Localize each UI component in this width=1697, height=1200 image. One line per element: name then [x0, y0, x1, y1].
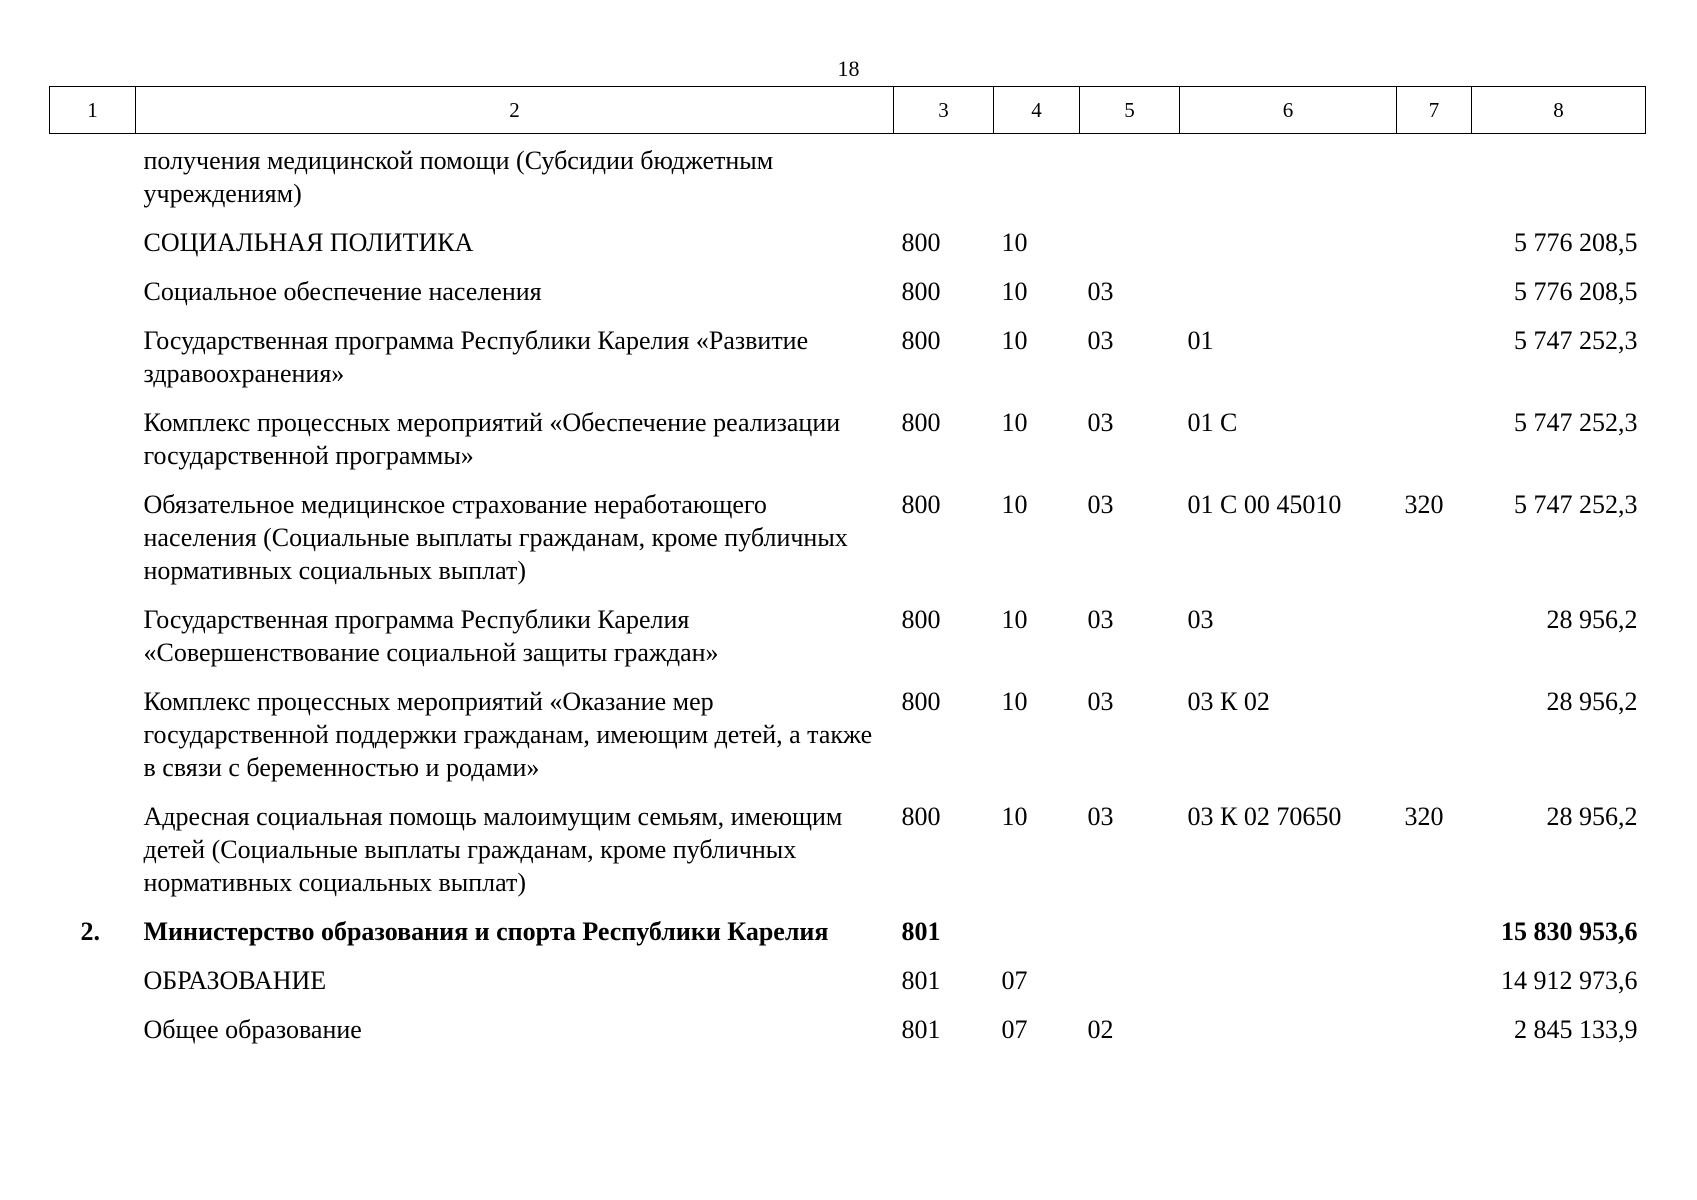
row-col-6: 01 С	[1187, 408, 1238, 437]
row-col-4: 10	[1001, 687, 1028, 716]
table-row	[50, 226, 1646, 275]
row-col-7	[1397, 1013, 1472, 1062]
row-col-5: 03	[1087, 277, 1114, 306]
row-col-5: 03	[1087, 326, 1114, 355]
row-amount: 5 747 252,3	[1514, 408, 1638, 437]
column-header-7: 7	[1397, 87, 1472, 134]
row-amount: 28 956,2	[1546, 605, 1638, 634]
row-col-5	[1080, 915, 1180, 964]
row-col-4	[994, 134, 1080, 227]
row-col-6: 03 К 02 70650	[1187, 802, 1342, 831]
row-col-6	[1180, 226, 1397, 275]
row-amount: 2 845 133,9	[1514, 1015, 1638, 1044]
table-row	[50, 134, 1646, 227]
table-row	[50, 324, 1646, 406]
row-number	[50, 134, 136, 227]
row-col-7	[1397, 603, 1472, 685]
row-col-6	[1180, 964, 1397, 1013]
row-number	[50, 800, 136, 915]
column-header-1: 1	[50, 87, 136, 134]
table-row	[50, 1013, 1646, 1062]
row-number	[50, 488, 136, 603]
row-col-7	[1397, 685, 1472, 800]
table-row	[50, 964, 1646, 1013]
table-row	[50, 488, 1646, 603]
table-row	[50, 800, 1646, 915]
row-name: ОБРАЗОВАНИЕ	[143, 966, 327, 995]
row-col-7	[1397, 134, 1472, 227]
row-col-5: 03	[1087, 802, 1114, 831]
row-col-3: 800	[901, 802, 941, 831]
row-col-3: 800	[901, 490, 941, 519]
row-col-3: 800	[901, 408, 941, 437]
column-header-6: 6	[1180, 87, 1397, 134]
row-col-4: 10	[1001, 802, 1028, 831]
table-row	[50, 275, 1646, 324]
column-header-8: 8	[1472, 87, 1646, 134]
row-number	[50, 324, 136, 406]
row-col-3	[894, 134, 994, 227]
row-col-5: 03	[1087, 490, 1114, 519]
row-col-6	[1180, 275, 1397, 324]
column-header-3: 3	[894, 87, 994, 134]
row-col-7	[1397, 275, 1472, 324]
row-name: Обязательное медицинское страхование неработающего населения (Социальные выплаты гражданам, кроме публичных нормативных социальных выплат)	[143, 490, 848, 585]
row-name: получения медицинской помощи (Субсидии бюджетным учреждениям)	[143, 146, 774, 208]
row-col-7: 320	[1404, 802, 1444, 831]
row-col-4	[994, 915, 1080, 964]
row-col-4: 10	[1001, 228, 1028, 257]
row-col-7	[1397, 915, 1472, 964]
row-number	[50, 685, 136, 800]
table-row	[50, 685, 1646, 800]
row-number	[50, 603, 136, 685]
row-col-4: 07	[1001, 1015, 1028, 1044]
row-col-4: 10	[1001, 277, 1028, 306]
row-col-6	[1180, 915, 1397, 964]
column-header-2: 2	[136, 87, 894, 134]
row-col-5: 02	[1087, 1015, 1114, 1044]
row-col-3: 800	[901, 228, 941, 257]
row-name: Государственная программа Республики Карелия «Развитие здравоохранения»	[143, 326, 809, 388]
row-number	[50, 226, 136, 275]
row-col-5	[1080, 226, 1180, 275]
row-amount: 14 912 973,6	[1501, 966, 1638, 995]
table-row	[50, 603, 1646, 685]
row-col-3: 801	[901, 966, 941, 995]
row-col-6: 01 С 00 45010	[1187, 490, 1342, 519]
row-col-6	[1180, 134, 1397, 227]
row-col-6	[1180, 1013, 1397, 1062]
row-col-5	[1080, 964, 1180, 1013]
row-number	[50, 275, 136, 324]
row-amount: 5 747 252,3	[1514, 326, 1638, 355]
row-col-7	[1397, 324, 1472, 406]
row-col-5	[1080, 134, 1180, 227]
row-col-3: 801	[901, 917, 941, 946]
row-name: Общее образование	[143, 1015, 362, 1044]
row-col-4: 10	[1001, 326, 1028, 355]
row-col-7: 320	[1404, 490, 1444, 519]
page-number: 18	[837, 56, 860, 81]
row-number	[50, 1013, 136, 1062]
row-number	[50, 406, 136, 488]
row-name: Комплекс процессных мероприятий «Оказание мер государственной поддержки гражданам, имеющим детей, а также в связи с беременностью и родами»	[143, 687, 873, 782]
row-amount: 28 956,2	[1546, 802, 1638, 831]
row-amount: 15 830 953,6	[1501, 917, 1638, 946]
budget-table	[49, 86, 1646, 1062]
row-name: Комплекс процессных мероприятий «Обеспечение реализации государственной программы»	[143, 408, 841, 470]
row-col-3: 801	[901, 1015, 941, 1044]
row-col-7	[1397, 226, 1472, 275]
row-name: Адресная социальная помощь малоимущим семьям, имеющим детей (Социальные выплаты гражданам, кроме публичных нормативных социальных выплат)	[143, 802, 843, 897]
column-header-4: 4	[994, 87, 1080, 134]
column-header-5: 5	[1080, 87, 1180, 134]
row-name: Министерство образования и спорта Республики Карелия	[143, 917, 829, 946]
row-col-4: 07	[1001, 966, 1028, 995]
row-col-4: 10	[1001, 490, 1028, 519]
row-amount: 5 776 208,5	[1514, 277, 1638, 306]
row-col-6: 03	[1187, 605, 1214, 634]
table-row-ministry	[50, 915, 1646, 964]
row-col-6: 01	[1187, 326, 1214, 355]
row-col-5: 03	[1087, 408, 1114, 437]
row-amount: 5 747 252,3	[1514, 490, 1638, 519]
row-name: Государственная программа Республики Карелия «Совершенствование социальной защиты граждан»	[143, 605, 719, 667]
row-col-6: 03 К 02	[1187, 687, 1270, 716]
row-col-7	[1397, 406, 1472, 488]
row-name: Социальное обеспечение населения	[143, 277, 542, 306]
header-row	[50, 87, 1646, 134]
row-name: СОЦИАЛЬНАЯ ПОЛИТИКА	[143, 228, 474, 257]
row-col-5: 03	[1087, 605, 1114, 634]
row-col-4: 10	[1001, 408, 1028, 437]
row-col-3: 800	[901, 687, 941, 716]
row-number	[50, 964, 136, 1013]
row-col-7	[1397, 964, 1472, 1013]
row-amount: 5 776 208,5	[1514, 228, 1638, 257]
row-col-3: 800	[901, 605, 941, 634]
row-col-4: 10	[1001, 605, 1028, 634]
row-col-5: 03	[1087, 687, 1114, 716]
row-number: 2.	[80, 917, 100, 946]
row-col-3: 800	[901, 326, 941, 355]
row-col-3: 800	[901, 277, 941, 306]
table-row	[50, 406, 1646, 488]
row-amount: 28 956,2	[1546, 687, 1638, 716]
row-amount	[1472, 134, 1646, 227]
